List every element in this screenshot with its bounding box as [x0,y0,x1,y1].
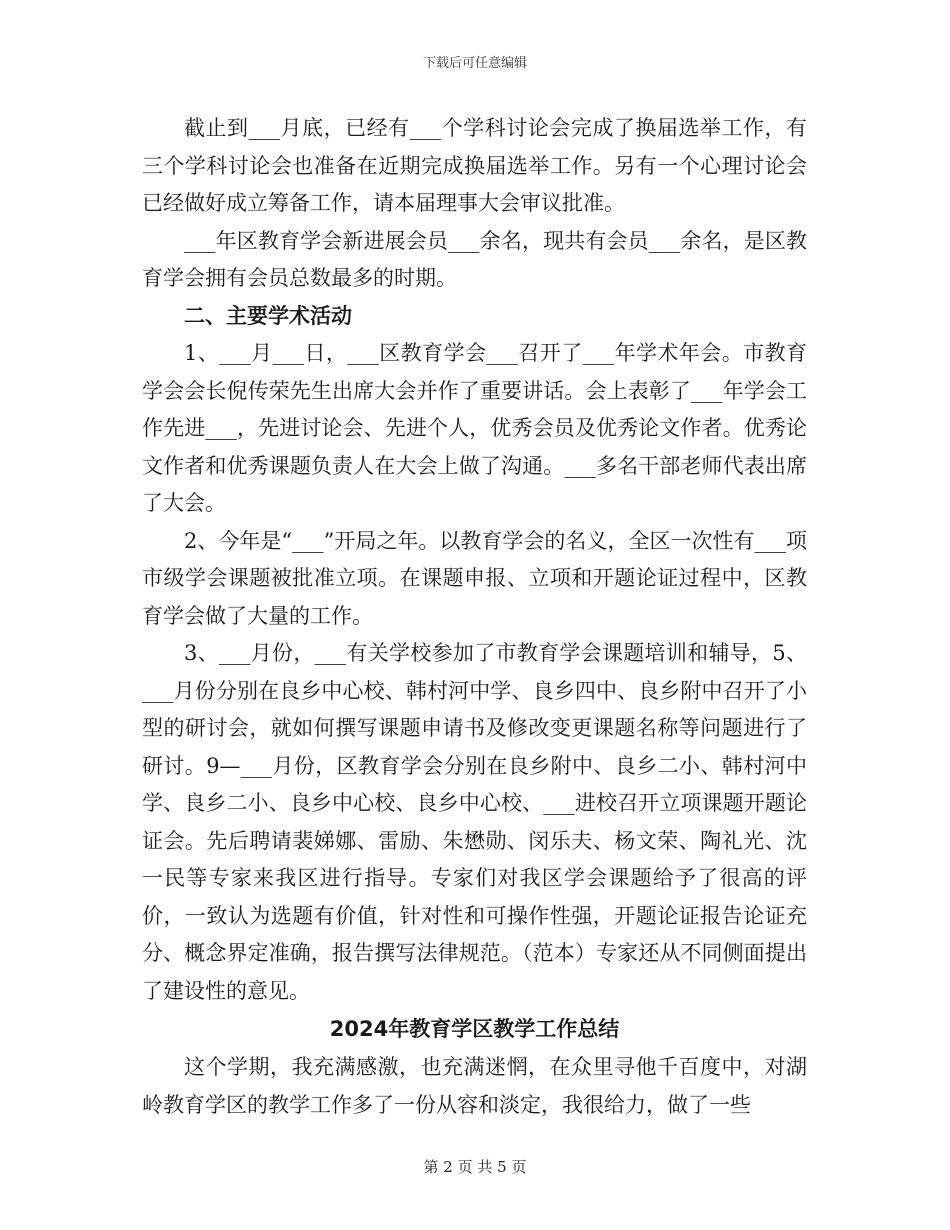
page-footer: 第 2 页 共 5 页 [423,1158,527,1176]
paragraph: ___年区教育学会新进展会员___余名，现共有会员___余名，是区教育学会拥有会员总数最多的时期。 [142,228,807,290]
page-header: 下载后可任意编辑 [422,56,527,71]
paragraph: 2、今年是“___”开局之年。以教育学会的名义，全区一次性有___项市级学会课题被批准立项。在课题申报、立项和开题论证过程中，区教育学会做了大量的工作。 [142,528,807,628]
document-body [142,110,807,1124]
paragraph: 1、___月___日，___区教育学会___召开了___年学术年会。市教育学会会长倪传荣先生出席大会并作了重要讲话。会上表彰了___年学会工作先进___，先进讨论会、先进个人，优秀会员及优秀论文作者。优秀论文作者和优秀课题负责人在大会上做了沟通。___多名干部老师代表出席了大会。 [142,341,807,515]
paragraph: 截止到___月底，已经有___个学科讨论会完成了换届选举工作，有三个学科讨论会也准备在近期完成换届选举工作。另有一个心理讨论会已经做好成立筹备工作，请本届理事大会审议批准。 [142,116,807,215]
document-title: 2024年教育学区教学工作总结 [329,1017,620,1041]
paragraph: 3、___月份，___有关学校参加了市教育学会课题培训和辅导，5、___月份分别在良乡中心校、韩村河中学、良乡四中、良乡附中召开了小型的研讨会，就如何撰写课题申请书及修改变更课题名称等问题进行了研讨。9—___月份，区教育学会分别在良乡附中、良乡二小、韩村河中学、良乡二小、良乡中心校、良乡中心校、___进校召开立项课题开题论证会。先后聘请裴娣娜、雷励、朱懋勋、闵乐夫、杨文荣、陶礼光、沈一民等专家来我区进行指导。专家们对我区学会课题给予了很高的评价，一致认为选题有价值，针对性和可操作性强，开题论证报告论证充分、概念界定准确，报告撰写法律规范。（范本）专家还从不同侧面提出了建设性的意见。 [142,641,807,1003]
section-heading: 二、主要学术活动 [184,303,352,328]
paragraph: 这个学期，我充满感激，也充满迷惘，在众里寻他千百度中，对湖岭教育学区的教学工作多了一份从容和淡定，我很给力，做了一些 [142,1055,807,1117]
